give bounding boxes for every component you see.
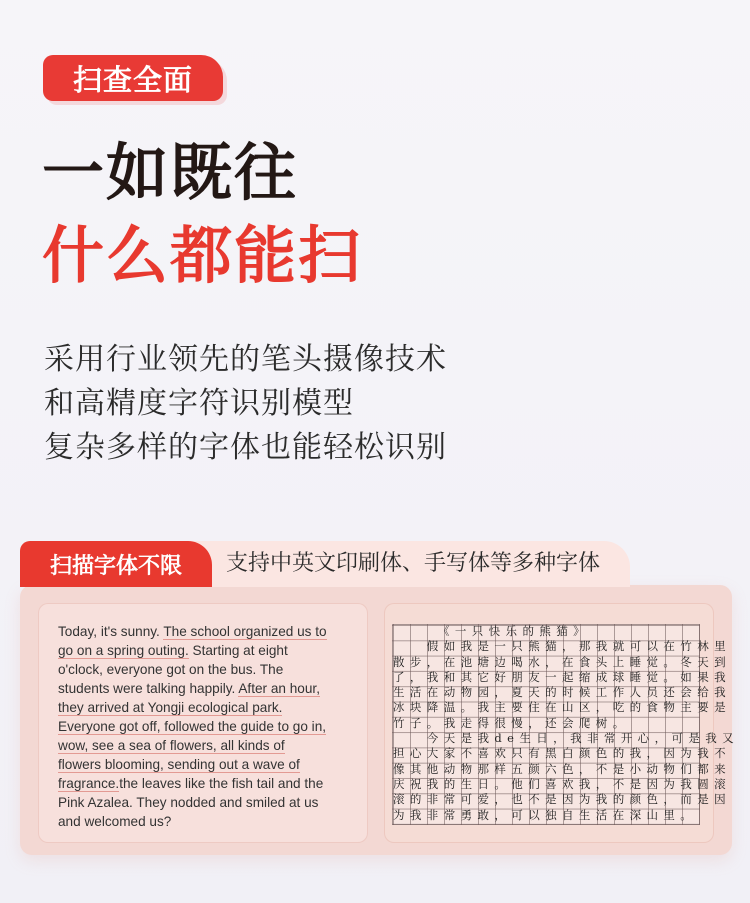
underlined-phrase: wow, see a sea of flowers, all kinds of <box>58 738 285 753</box>
feature-subtitle: 支持中英文印刷体、手写体等多种字体 <box>226 551 601 576</box>
handwriting-line: 竹子。我走得很慢，还会爬树。 <box>393 715 630 730</box>
sample-text: Pink Azalea. They nodded and smiled at us <box>58 795 319 810</box>
english-sample-line <box>58 736 358 755</box>
english-sample-line <box>58 717 358 736</box>
description <box>44 338 447 470</box>
sample-text: o'clock, everyone got on the bus. The <box>58 662 284 677</box>
description-line: 复杂多样的字体也能轻松识别 <box>44 430 447 465</box>
underlined-phrase: go on a spring outing. <box>58 643 189 658</box>
english-sample-line <box>58 622 358 641</box>
handwriting-line: 今天是我de生日，我非常开心，可是我又 <box>393 731 740 746</box>
chinese-handwriting-text <box>393 624 740 823</box>
section-tag-label: 扫查全面 <box>72 62 193 97</box>
feature-pill-label: 扫描字体不限 <box>49 553 182 579</box>
description-line: 采用行业领先的笔头摄像技术 <box>44 342 447 377</box>
english-sample-line <box>58 812 358 831</box>
english-sample-line <box>58 679 358 698</box>
english-sample-line <box>58 755 358 774</box>
english-sample-line <box>58 641 358 660</box>
handwriting-line: 像其他动物那样五颜六色，不是小动物们都来 <box>393 761 731 776</box>
underlined-phrase: fragrance. <box>58 776 120 791</box>
handwriting-line: 假如我是一只熊猫，那我就可以在竹林里 <box>393 639 731 654</box>
english-sample-text <box>58 622 358 831</box>
english-sample-line <box>58 774 358 793</box>
handwriting-line: 庆祝我的生日。他们喜欢我，不是因为我圆滚 <box>393 776 731 791</box>
sample-text: and welcomed us? <box>58 814 172 829</box>
underlined-phrase: The school organized us to <box>163 624 327 639</box>
headline-line-2: 什么都能扫 <box>42 219 363 292</box>
handwriting-line: 为我非常勇敢，可以独自生活在深山里。 <box>393 807 698 822</box>
handwriting-line: 《一只快乐的熊猫》 <box>393 624 591 638</box>
sample-text: Today, it's sunny. <box>58 624 164 639</box>
description-line: 和高精度字符识别模型 <box>44 386 354 421</box>
handwriting-line: 担心大家不喜欢只有黑白颜色的我，因为我不 <box>393 746 731 761</box>
english-sample-line <box>58 698 358 717</box>
sample-text: Starting at eight <box>188 643 288 658</box>
english-sample-line <box>58 660 358 679</box>
headline-line-1: 一如既往 <box>42 136 299 209</box>
underlined-phrase: Everyone got off, followed the guide to go in, <box>58 719 327 734</box>
sample-text: students were talking happily. <box>58 681 239 696</box>
handwriting-line: 散步，在池塘边喝水，在食头上睡觉。冬天到 <box>393 654 731 669</box>
underlined-phrase: flowers blooming, sending out a wave of <box>58 757 300 772</box>
sample-text: the leaves like the fish tail and the <box>119 776 324 791</box>
handwriting-line: 滚的非常可爱，也不是因为我的颜色，而是因 <box>393 792 731 807</box>
handwriting-line: 生活在动物园，夏天的时候工作人员还会给我 <box>393 685 731 700</box>
underlined-phrase: After an hour, <box>238 681 320 696</box>
handwriting-line: 了，我和其它好朋友一起缩成球睡觉。如果我 <box>393 669 731 684</box>
feature-pill <box>20 541 212 587</box>
section-tag <box>43 55 223 101</box>
underlined-phrase: they arrived at Yongji ecological park. <box>58 700 283 715</box>
english-sample-line <box>58 793 358 812</box>
handwriting-line: 冰块降温。我主要住在山区，吃的食物主要是 <box>393 700 731 715</box>
